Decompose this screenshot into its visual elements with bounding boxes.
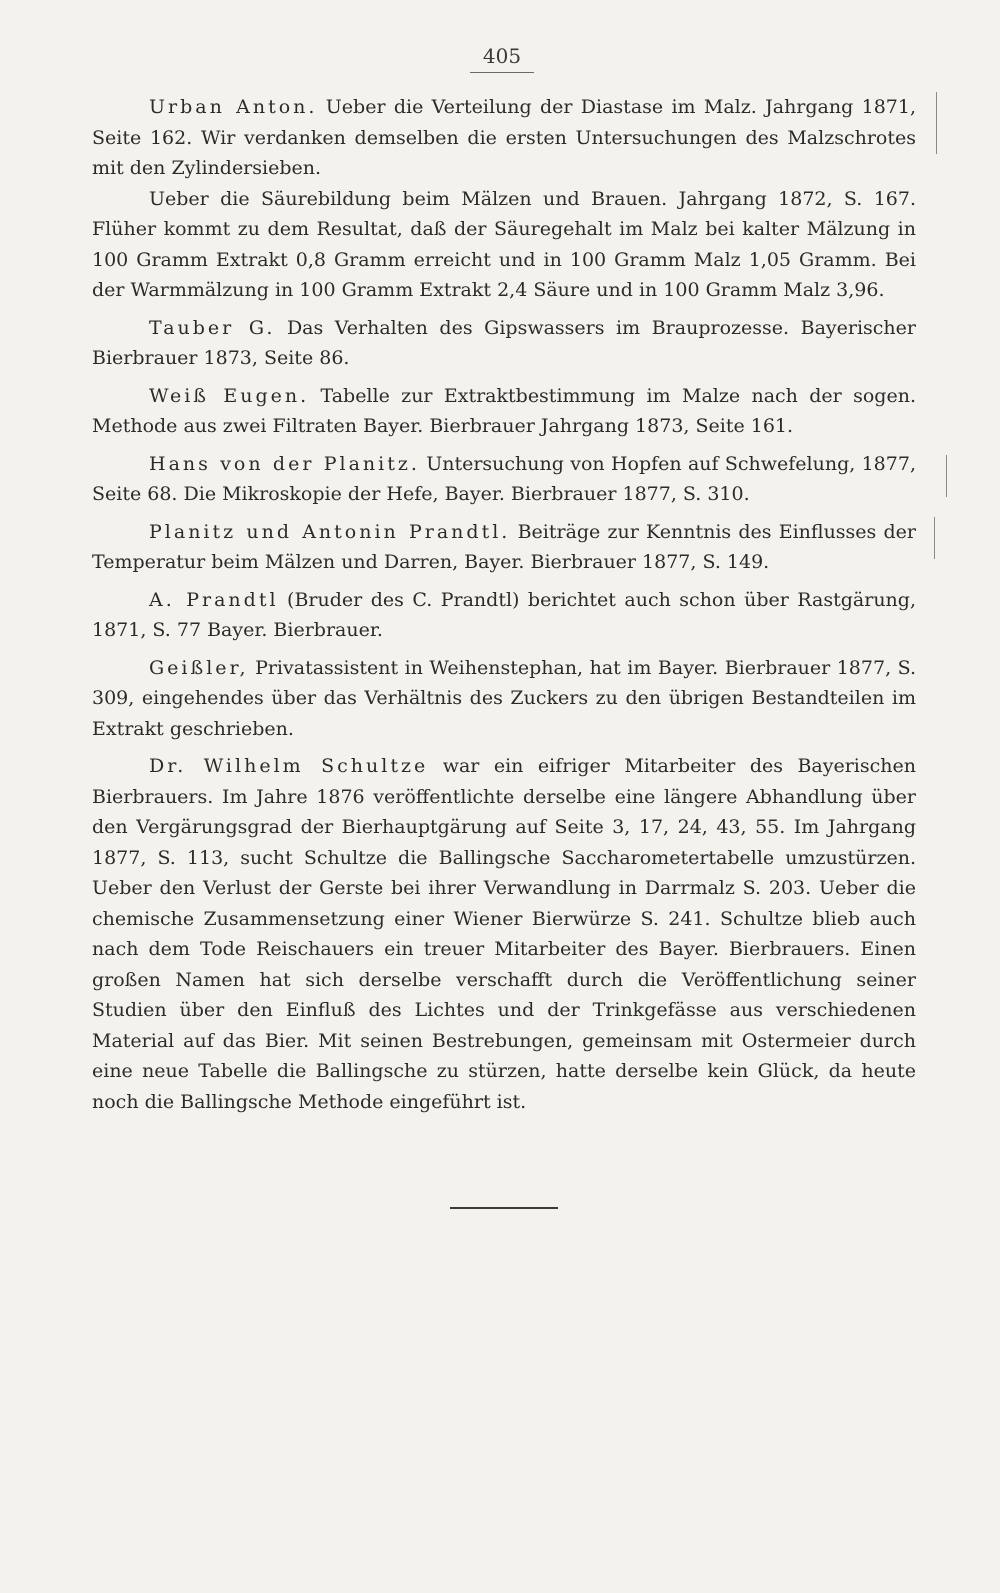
entry-planitz-prandtl	[92, 517, 916, 578]
end-rule-divider	[450, 1207, 558, 1209]
entry-text: (Bruder des C. Prandtl) berichtet auch schon über Rastgärung, 1871, S. 77 Bayer. Bierbrauer.	[92, 588, 916, 641]
entry-author: Weiß Eugen.	[149, 384, 310, 407]
page-number: 405	[470, 44, 534, 73]
entry-author: Dr. Wilhelm Schultze	[149, 755, 429, 777]
entry-author: Urban Anton.	[149, 96, 318, 118]
entry-geissler	[92, 653, 916, 745]
entry-text: Ueber die Verteilung der Diastase im Malz. Jahrgang 1871, Seite 162. Wir verdanken demselben die ersten Untersuchungen des Malzschrotes mit den Zylindersieben.	[92, 96, 916, 179]
entry-weiss	[92, 381, 916, 442]
entry-author: A. Prandtl	[149, 588, 279, 611]
margin-mark	[936, 92, 937, 154]
entry-author: Tauber G.	[149, 316, 276, 339]
entry-author: Planitz und Antonin Prandtl.	[149, 520, 511, 543]
entry-author: Hans von der Planitz.	[149, 452, 420, 475]
entry-planitz	[92, 449, 916, 510]
margin-mark	[934, 517, 935, 559]
entry-text: Beiträge zur Kenntnis des Einflusses der Temperatur beim Mälzen und Darren, Bayer. Bierbrauer 1877, S. 149.	[92, 520, 916, 573]
entry-schultze	[92, 751, 916, 1117]
entry-tauber	[92, 313, 916, 374]
entry-continuation: Ueber die Säurebildung beim Mälzen und Brauen. Jahrgang 1872, S. 167. Flüher kommt zu dem Resultat, daß der Säuregehalt im Malz bei kalter Mälzung in 100 Gramm Extrakt 0,8 Gramm erreicht und in 100 Gramm Malz 1,05 Gramm. Bei der Warmmälzung in 100 Gramm Extrakt 2,4 Säure und in 100 Gramm Malz 3,96.	[92, 187, 916, 301]
entry-text: war ein eifriger Mitarbeiter des Bayerischen Bierbrauers. Im Jahre 1876 veröffentlichte derselbe eine längere Abhandlung über den Vergärungsgrad der Bierhauptgärung auf Seite 3, 17, 24, 43, 55. Im Jahrgang 1877, S. 113, sucht Schultze die Ballingsche Saccharometertabelle umzustürzen. Ueber den Verlust der Gerste bei ihrer Verwandlung in Darrmalz S. 203. Ueber die chemische Zusammensetzung einer Wiener Bierwürze S. 241. Schultze blieb auch nach dem Tode Reischauers ein treuer Mitarbeiter des Bayer. Bierbrauers. Einen großen Namen hat sich derselbe verschafft durch die Veröffentlichung seiner Studien über den Einfluß des Lichtes und der Trinkgefässe aus verschiedenen Material auf das Bier. Mit seinen Bestrebungen, gemeinsam mit Ostermeier durch eine neue Tabelle die Ballingsche zu stürzen, hatte derselbe kein Glück, da heute noch die Ballingsche Methode eingeführt ist.	[92, 755, 916, 1113]
bibliography-text	[92, 92, 916, 1124]
entry-text: Privatassistent in Weihenstephan, hat im Bayer. Bierbrauer 1877, S. 309, eingehendes über das Verhältnis des Zuckers zu den übrigen Bestandteilen im Extrakt geschrieben.	[92, 656, 916, 740]
entry-author: Geißler,	[149, 656, 249, 679]
entry-a-prandtl	[92, 585, 916, 646]
entry-urban	[92, 92, 916, 306]
entry-text: Das Verhalten des Gipswassers im Brauprozesse. Bayerischer Bierbrauer 1873, Seite 86.	[92, 316, 916, 369]
margin-mark	[946, 455, 947, 497]
entry-text: Untersuchung von Hopfen auf Schwefelung, 1877, Seite 68. Die Mikroskopie der Hefe, Bayer. Bierbrauer 1877, S. 310.	[92, 452, 916, 505]
entry-text: Tabelle zur Extraktbestimmung im Malze nach der sogen. Methode aus zwei Filtraten Bayer. Bierbrauer Jahrgang 1873, Seite 161.	[92, 384, 916, 437]
